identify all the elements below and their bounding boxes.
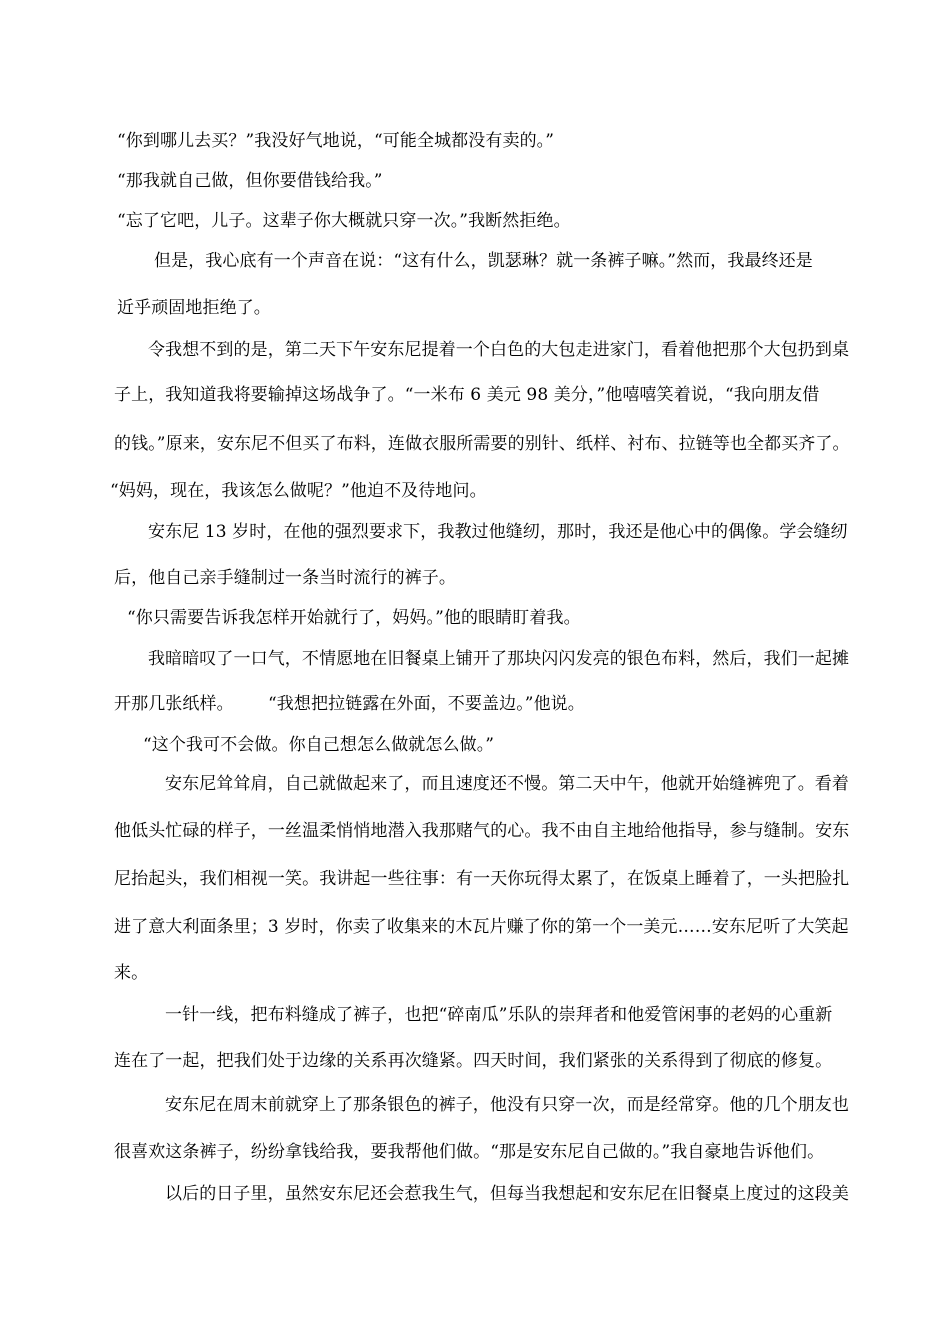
text-line: “我想把拉链露在外面，不要盖边。”他说。 — [268, 694, 585, 714]
text-line: 他低头忙碌的样子，一丝温柔悄悄地潜入我那赌气的心。我不由自主地给他指导，参与缝制。安东 — [114, 821, 850, 841]
text-line: “你只需要告诉我怎样开始就行了，妈妈。”他的眼睛盯着我。 — [127, 608, 581, 628]
text-line: “忘了它吧，儿子。这辈子你大概就只穿一次。”我断然拒绝。 — [117, 211, 571, 231]
text-line: 安东尼耸耸肩，自己就做起来了，而且速度还不慢。第二天中午，他就开始缝裤兜了。看着 — [165, 774, 849, 794]
text-line: 连在了一起，把我们处于边缘的关系再次缝紧。四天时间，我们紧张的关系得到了彻底的修复。 — [114, 1051, 833, 1071]
text-line: 来。 — [114, 963, 149, 983]
text-line: 安东尼在周末前就穿上了那条银色的裤子，他没有只穿一次，而是经常穿。他的几个朋友也 — [165, 1095, 849, 1115]
text-line: 以后的日子里，虽然安东尼还会惹我生气，但每当我想起和安东尼在旧餐桌上度过的这段美 — [165, 1184, 849, 1204]
text-line: 很喜欢这条裤子，纷纷拿钱给我，要我帮他们做。“那是安东尼自己做的。”我自豪地告诉他们。 — [114, 1142, 825, 1162]
text-line: “那我就自己做，但你要借钱给我。” — [117, 171, 383, 191]
text-line: 令我想不到的是，第二天下午安东尼提着一个白色的大包走进家门，看着他把那个大包扔到桌 — [148, 340, 850, 360]
text-line: 一针一线，把布料缝成了裤子，也把“碎南瓜”乐队的崇拜者和他爱管闲事的老妈的心重新 — [165, 1005, 833, 1025]
text-line: 尼抬起头，我们相视一笑。我讲起一些往事：有一天你玩得太累了，在饭桌上睡着了，一头把脸扎 — [114, 869, 850, 889]
text-line: 进了意大利面条里；3 岁时，你卖了收集来的木瓦片赚了你的第一个一美元……安东尼听了大笑起 — [114, 917, 849, 937]
text-line: 我暗暗叹了一口气，不情愿地在旧餐桌上铺开了那块闪闪发亮的银色布料，然后，我们一起摊 — [148, 649, 850, 669]
text-line: 子上，我知道我将要输掉这场战争了。“一米布 6 美元 98 美分，”他嘻嘻笑着说，“我向朋友借 — [114, 385, 820, 405]
text-line: 近乎顽固地拒绝了。 — [117, 298, 271, 318]
text-line: 开那几张纸样。 — [114, 694, 234, 714]
text-line: 后，他自己亲手缝制过一条当时流行的裤子。 — [114, 568, 456, 588]
text-line: 的钱。”原来，安东尼不但买了布料，连做衣服所需要的别针、纸样、衬布、拉链等也全都买齐了。 — [114, 434, 850, 454]
text-line: “你到哪儿去买？”我没好气地说，“可能全城都没有卖的。” — [117, 131, 555, 151]
text-line: 但是，我心底有一个声音在说：“这有什么，凯瑟琳？就一条裤子嘛。”然而，我最终还是 — [154, 251, 813, 271]
text-line: “妈妈，现在，我该怎么做呢？”他迫不及待地问。 — [110, 481, 487, 501]
text-line: “这个我可不会做。你自己想怎么做就怎么做。” — [143, 735, 495, 755]
text-line: 安东尼 13 岁时，在他的强烈要求下，我教过他缝纫，那时，我还是他心中的偶像。学会缝纫 — [148, 522, 848, 542]
